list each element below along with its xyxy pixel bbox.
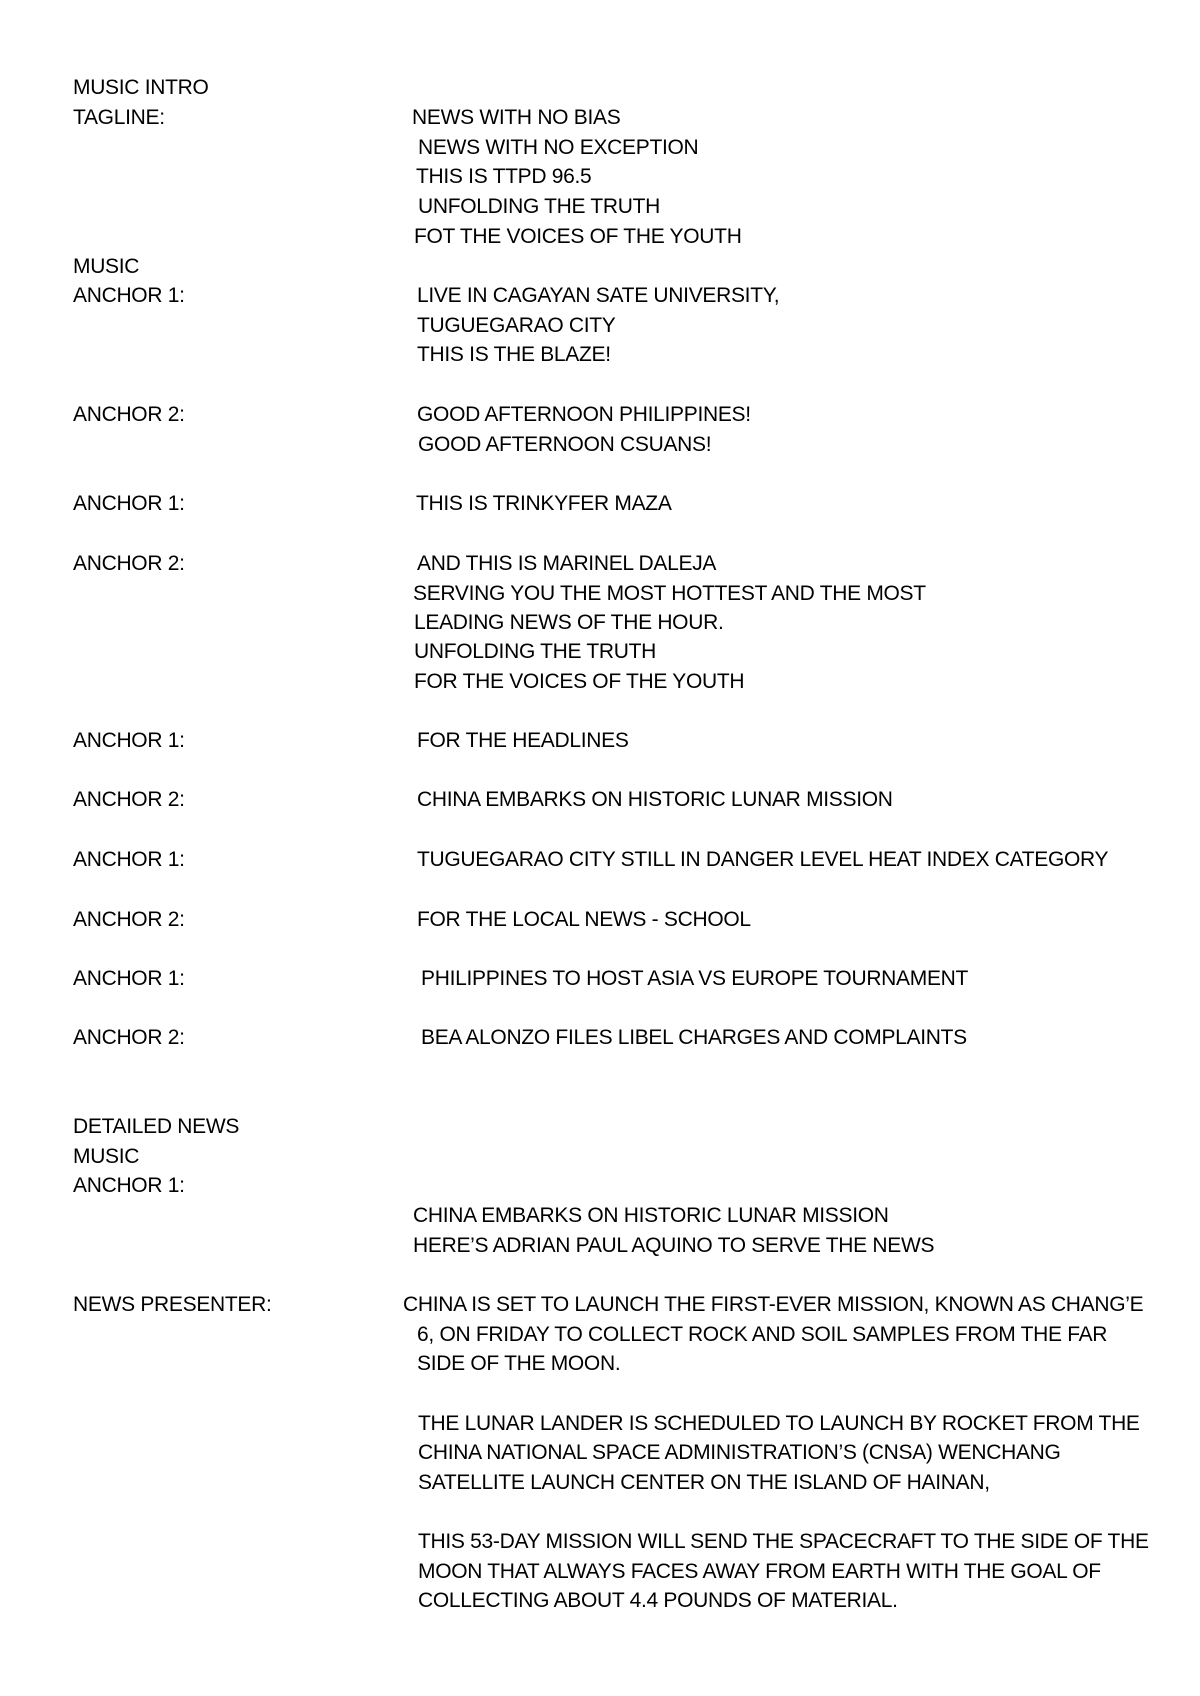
news-line: CHINA IS SET TO LAUNCH THE FIRST-EVER MISSION, KNOWN AS CHANG’E	[403, 1293, 1144, 1316]
headline-text: PHILIPPINES TO HOST ASIA VS EUROPE TOURNAMENT	[421, 967, 969, 990]
speaker-label: ANCHOR 1:	[73, 729, 185, 752]
tagline-line: THIS IS TTPD 96.5	[416, 165, 592, 188]
speaker-label: ANCHOR 2:	[73, 403, 185, 426]
script-line: SERVING YOU THE MOST HOTTEST AND THE MOST	[413, 582, 926, 605]
speaker-label: ANCHOR 1:	[73, 492, 185, 515]
tagline-line: NEWS WITH NO EXCEPTION	[418, 136, 699, 159]
headline-text: BEA ALONZO FILES LIBEL CHARGES AND COMPLAINTS	[421, 1026, 967, 1049]
speaker-label: ANCHOR 2:	[73, 908, 185, 931]
speaker-label: ANCHOR 2:	[73, 552, 185, 575]
detailed-news-heading: DETAILED NEWS	[73, 1115, 240, 1138]
tagline-label: TAGLINE:	[73, 106, 165, 129]
script-line: HERE’S ADRIAN PAUL AQUINO TO SERVE THE NEWS	[413, 1234, 935, 1257]
script-line: UNFOLDING THE TRUTH	[414, 640, 657, 663]
speaker-label: ANCHOR 1:	[73, 967, 185, 990]
headline-text: CHINA EMBARKS ON HISTORIC LUNAR MISSION	[417, 788, 893, 811]
script-line: FOR THE VOICES OF THE YOUTH	[414, 670, 745, 693]
script-line: AND THIS IS MARINEL DALEJA	[417, 552, 717, 575]
speaker-label: NEWS PRESENTER:	[73, 1293, 272, 1316]
script-line: TUGUEGARAO CITY	[417, 314, 616, 337]
script-line: THIS IS TRINKYFER MAZA	[416, 492, 672, 515]
script-line: THIS IS THE BLAZE!	[417, 343, 611, 366]
news-line: THIS 53-DAY MISSION WILL SEND THE SPACECRAFT TO THE SIDE OF THE	[418, 1530, 1149, 1553]
music-cue: MUSIC	[73, 1145, 140, 1168]
tagline-line: UNFOLDING THE TRUTH	[418, 195, 661, 218]
news-line: SATELLITE LAUNCH CENTER ON THE ISLAND OF HAINAN,	[418, 1471, 990, 1494]
speaker-label: ANCHOR 1:	[73, 1174, 185, 1197]
news-line: THE LUNAR LANDER IS SCHEDULED TO LAUNCH BY ROCKET FROM THE	[418, 1412, 1140, 1435]
tagline-line: FOT THE VOICES OF THE YOUTH	[414, 225, 742, 248]
news-line: COLLECTING ABOUT 4.4 POUNDS OF MATERIAL.	[418, 1589, 898, 1612]
speaker-label: ANCHOR 1:	[73, 848, 185, 871]
news-line: SIDE OF THE MOON.	[417, 1352, 621, 1375]
script-line: LIVE IN CAGAYAN SATE UNIVERSITY,	[417, 284, 780, 307]
script-line: LEADING NEWS OF THE HOUR.	[414, 611, 724, 634]
news-line: CHINA NATIONAL SPACE ADMINISTRATION’S (CNSA) WENCHANG	[418, 1441, 1061, 1464]
speaker-label: ANCHOR 2:	[73, 1026, 185, 1049]
script-line: GOOD AFTERNOON PHILIPPINES!	[417, 403, 751, 426]
headline-text: TUGUEGARAO CITY STILL IN DANGER LEVEL HEAT INDEX CATEGORY	[417, 848, 1109, 871]
music-intro-cue: MUSIC INTRO	[73, 76, 209, 99]
script-line: GOOD AFTERNOON CSUANS!	[418, 433, 712, 456]
script-line: CHINA EMBARKS ON HISTORIC LUNAR MISSION	[413, 1204, 889, 1227]
news-line: MOON THAT ALWAYS FACES AWAY FROM EARTH WITH THE GOAL OF	[418, 1560, 1101, 1583]
news-line: 6, ON FRIDAY TO COLLECT ROCK AND SOIL SAMPLES FROM THE FAR	[417, 1323, 1108, 1346]
speaker-label: ANCHOR 1:	[73, 284, 185, 307]
music-cue: MUSIC	[73, 255, 140, 278]
speaker-label: ANCHOR 2:	[73, 788, 185, 811]
headline-text: FOR THE HEADLINES	[417, 729, 629, 752]
headline-text: FOR THE LOCAL NEWS - SCHOOL	[417, 908, 751, 931]
tagline-line: NEWS WITH NO BIAS	[412, 106, 621, 129]
